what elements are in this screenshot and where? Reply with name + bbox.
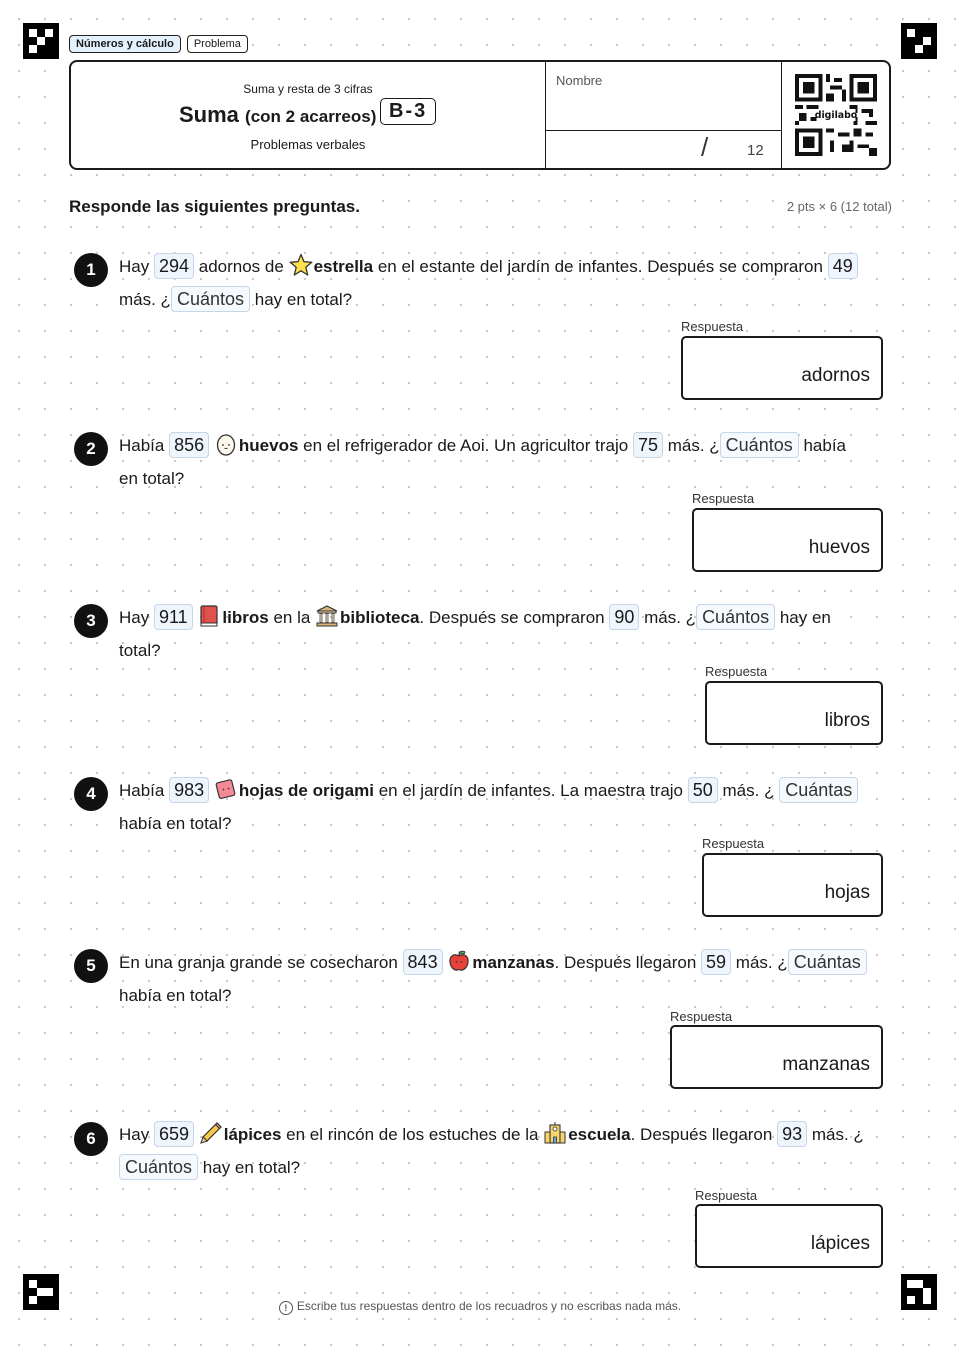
name-divider [545,130,781,131]
name-label: Nombre [556,73,603,88]
question-3-line-2: total? [119,641,161,660]
question-5-line-1: En una granja grande se cosecharon 843 manzanas. Después llegaron 59 más. ¿ Cuántas [119,948,867,978]
answer-label: Respuesta [692,491,755,506]
question-word: Cuántos [720,432,799,458]
question-6-line-1: Hay 659 lápices en el rincón de los estuches de la escuela. Después llegaron 93 más. ¿ [119,1120,864,1150]
score-slash: / [701,132,709,162]
given-number: 50 [688,777,718,803]
header-section: Problemas verbales [250,137,366,152]
answer-box-4[interactable] [702,853,883,917]
header-subtitle: Suma y resta de 3 cifras [243,82,373,96]
question-3-line-1: Hay 911 libros en la biblioteca. Después se compraron 90 más. ¿ Cuántos hay en [119,603,831,633]
corner-marker-top-right [901,23,937,59]
given-number: 49 [828,253,858,279]
given-number: 59 [701,949,731,975]
answer-unit: adornos [801,365,870,386]
question-2-line-1: Había 856 huevos en el refrigerador de Aoi. Un agricultor trajo 75 más. ¿ Cuántos había [119,431,846,461]
origami-paper-icon [214,777,238,801]
given-number: 90 [609,604,639,630]
question-4-line-1: Había 983 hojas de origami en el jardín de infantes. La maestra trajo 50 más. ¿ Cuántas [119,776,858,806]
answer-unit: lápices [810,1233,870,1254]
pencil-icon [199,1121,223,1145]
answer-unit: libros [824,710,870,731]
qr-area [781,62,890,168]
worksheet-header [69,60,891,170]
question-number-badge: 1 [74,253,108,287]
question-1-line-2: más. ¿ Cuántos hay en total? [119,285,352,315]
instructions: Responde las siguientes preguntas. [69,197,364,217]
tag-topic: Números y cálculo [69,35,181,53]
school-icon [543,1121,567,1145]
answer-label: Respuesta [681,319,744,334]
egg-icon [214,432,238,456]
question-word: Cuántas [788,949,867,975]
qr-brand-label: digilabo [814,110,858,122]
question-number-badge: 6 [74,1122,108,1156]
info-icon: ! [279,1301,293,1315]
qr-code-icon [795,74,877,156]
given-number: 983 [169,777,209,803]
question-word: Cuántos [119,1154,198,1180]
footer-note [0,1299,960,1315]
question-1-line-1: Hay 294 adornos de estrella en el estante del jardín de infantes. Después se compraron 49 [119,252,858,282]
answer-unit: hojas [824,882,870,903]
question-number-badge: 2 [74,432,108,466]
question-number-badge: 5 [74,949,108,983]
answer-box-3[interactable] [705,681,883,745]
answer-unit: huevos [808,537,870,558]
answer-box-6[interactable] [695,1204,883,1268]
given-number: 93 [777,1121,807,1147]
answer-label: Respuesta [705,664,768,679]
page-title [179,102,376,128]
given-number: 294 [154,253,194,279]
score-total: 12 [747,142,764,159]
category-tags [69,35,248,53]
answer-unit: manzanas [782,1054,870,1075]
given-number: 911 [154,604,193,630]
tag-type: Problema [187,35,248,53]
question-number-badge: 4 [74,777,108,811]
library-icon [315,604,339,628]
corner-marker-top-left [23,23,59,59]
given-number: 856 [169,432,209,458]
star-icon [289,253,313,277]
title-main: Suma [179,102,239,127]
header-title-block [71,62,546,168]
question-word: Cuántas [779,777,858,803]
answer-label: Respuesta [670,1009,733,1024]
answer-box-2[interactable] [692,508,883,572]
title-detail: (con 2 acarreos) [245,107,377,126]
answer-box-5[interactable] [670,1025,883,1089]
apple-icon [447,949,471,973]
answer-box-1[interactable] [681,336,883,400]
question-4-line-2: había en total? [119,814,232,833]
question-6-line-2: Cuántos hay en total? [119,1153,300,1183]
footer-text: Escribe tus respuestas dentro de los recuadros y no escribas nada más. [296,1299,682,1313]
question-5-line-2: había en total? [119,986,232,1005]
answer-label: Respuesta [702,836,765,851]
answer-label: Respuesta [695,1188,758,1203]
question-word: Cuántos [171,286,250,312]
points-info: 2 pts × 6 (12 total) [786,199,892,214]
given-number: 843 [403,949,443,975]
given-number: 659 [154,1121,194,1147]
level-code: B-3 [380,98,436,125]
book-icon [197,604,221,628]
question-word: Cuántos [696,604,775,630]
question-number-badge: 3 [74,604,108,638]
given-number: 75 [633,432,663,458]
question-2-line-2: en total? [119,469,185,488]
